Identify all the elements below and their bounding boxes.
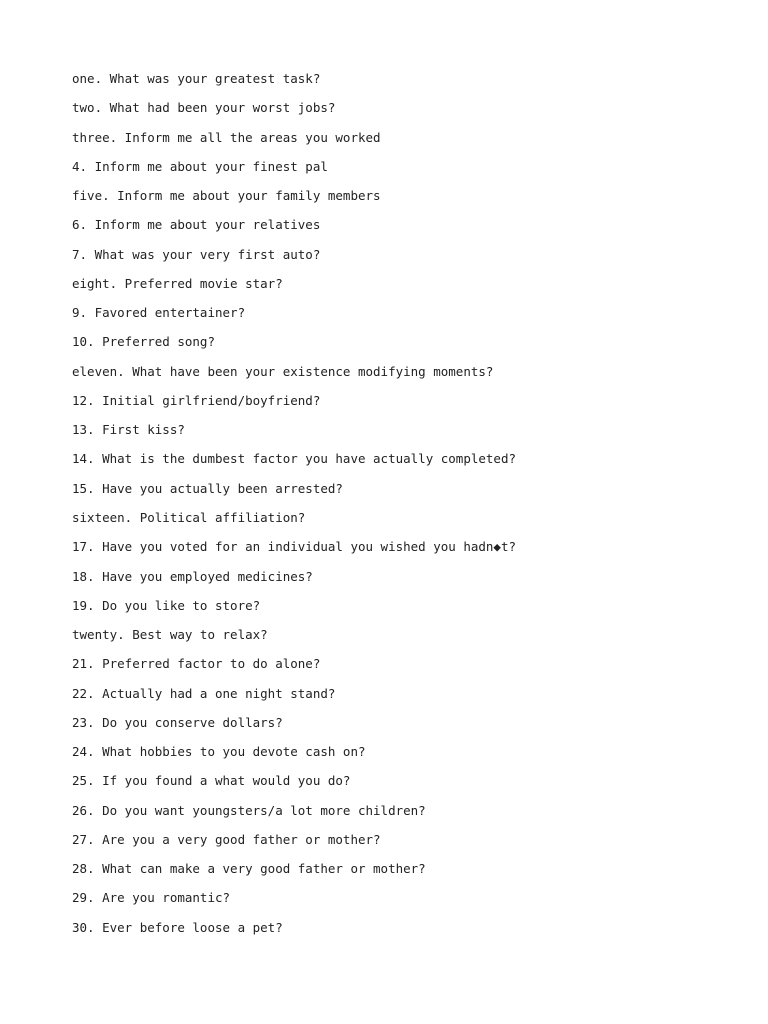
question-item: 25. If you found a what would you do? [72,773,351,789]
question-item: 30. Ever before loose a pet? [72,919,283,935]
question-item: 21. Preferred factor to do alone? [72,656,321,672]
question-item: 10. Preferred song? [72,334,215,350]
question-item: sixteen. Political affiliation? [72,509,306,525]
question-item: 23. Do you conserve dollars? [72,714,283,730]
question-item: three. Inform me all the areas you worked [72,129,381,145]
question-item: one. What was your greatest task? [72,71,321,86]
question-item: 19. Do you like to store? [72,597,261,613]
question-item: 15. Have you actually been arrested? [72,480,343,496]
question-item: twenty. Best way to relax? [72,627,268,643]
question-item: 18. Have you employed medicines? [72,568,313,584]
question-item: five. Inform me about your family members [72,188,381,204]
question-item: 14. What is the dumbest factor you have actually completed? [72,451,517,467]
question-item: 24. What hobbies to you devote cash on? [72,744,366,760]
question-item: two. What had been your worst jobs? [72,100,336,116]
question-item: 22. Actually had a one night stand? [72,685,336,701]
question-item: 9. Favored entertainer? [72,305,246,321]
question-item: 28. What can make a very good father or mother? [72,861,426,877]
question-item: 26. Do you want youngsters/a lot more children? [72,802,426,818]
question-item: eight. Preferred movie star? [72,275,283,291]
question-item: 27. Are you a very good father or mother? [72,831,381,847]
question-item: 6. Inform me about your relatives [72,217,321,233]
question-item: 12. Initial girlfriend/boyfriend? [72,392,321,408]
question-item: 17. Have you voted for an individual you wished you hadn◆t? [72,539,517,555]
question-item: 29. Are you romantic? [72,890,231,906]
question-item: 7. What was your very first auto? [72,246,321,262]
question-item: eleven. What have been your existence modifying moments? [72,363,494,379]
question-list [72,70,752,948]
question-item: 13. First kiss? [72,422,185,438]
question-item: 4. Inform me about your finest pal [72,158,328,174]
